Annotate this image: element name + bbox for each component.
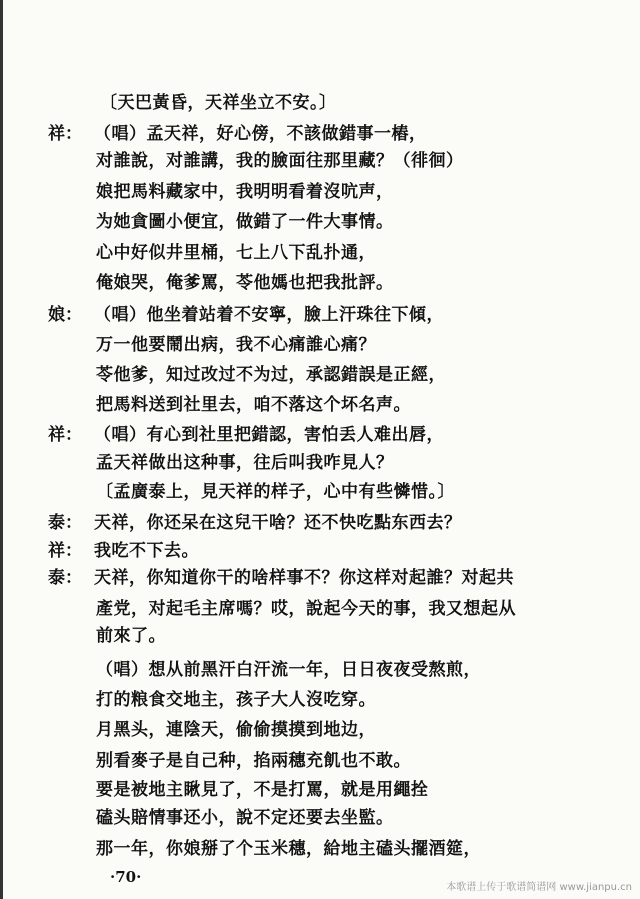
text-line: 为她貪圖小便宜，做錯了一件大事情。 (96, 212, 394, 232)
text-line: 俺娘哭，俺爹罵，苓他媽也把我批評。 (96, 273, 394, 293)
speaker-label: 祥： (48, 541, 82, 561)
speaker-label: 娘： (48, 305, 82, 325)
dialogue-line: 天祥，你知道你干的啥样事不？你这样对起誰？对起共 (94, 568, 514, 588)
dialogue-line: 我吃不下去。 (94, 541, 199, 561)
speaker-label: 泰： (48, 568, 82, 588)
dialogue-line: （唱）孟天祥，好心傍，不該做錯事一樁， (94, 124, 427, 144)
text-line: 〔孟廣泰上，見天祥的样子，心中有些憐惜。〕 (96, 482, 455, 502)
text-line: 前來了。 (96, 626, 166, 646)
page-number: ·70· (110, 868, 142, 886)
dialogue-line: （唱）有心到社里把錯認，害怕丢人难出唇， (94, 425, 444, 445)
text-line: 别看麥子是自己种，掐兩穗充飢也不敢。 (96, 751, 411, 771)
page-edge-shadow (0, 0, 3, 899)
text-line: 產党，对起毛主席嗎？哎，說起今天的事，我又想起从 (96, 599, 516, 619)
text-line: 对誰說，对誰講，我的臉面往那里藏？（徘徊） (96, 151, 464, 171)
text-line: 娘把馬料藏家中，我明明看着沒吭声， (96, 182, 394, 202)
dialogue-line: （唱）他坐着站着不安寧，臉上汗珠往下傾， (94, 305, 444, 325)
text-line: 苓他爹，知过改过不为过，承認錯誤是正經， (96, 365, 446, 385)
dialogue-line: 天祥，你还呆在这兒干啥？还不快吃點东西去？ (94, 513, 462, 533)
text-line: 万一他要鬧出病，我不心痛誰心痛？ (96, 335, 376, 355)
text-line: 那一年，你娘掰了个玉米穗，給地主磕头擺酒筵， (96, 839, 481, 859)
speaker-label: 祥： (48, 124, 82, 144)
text-line: 月黑头，連陰天，偷偷摸摸到地边， (96, 720, 376, 740)
text-line: 孟天祥做出这种事，往后叫我咋見人？ (96, 453, 394, 473)
speaker-label: 泰： (48, 513, 82, 533)
speaker-label: 祥： (48, 425, 82, 445)
text-line: 磕头賠情事还小，說不定还要去坐監。 (96, 808, 394, 828)
text-line: 把馬料送到社里去，咱不落这个坏名声。 (96, 395, 411, 415)
text-line: 心中好似井里桶，七上八下乱扑通， (96, 243, 376, 263)
text-line: 打的粮食交地主，孩子大人沒吃穿。 (96, 690, 376, 710)
watermark-footer: 本歌谱上传于歌谱简谱网 www.jianpu.cn (446, 882, 632, 893)
text-line: 要是被地主瞅見了，不是打罵，就是用繩拴 (96, 780, 429, 800)
text-line: 〔天巴黃昏，天祥坐立不安。〕 (100, 93, 337, 113)
text-line: （唱）想从前黑汗白汗流一年，日日夜夜受熬煎， (96, 660, 481, 680)
